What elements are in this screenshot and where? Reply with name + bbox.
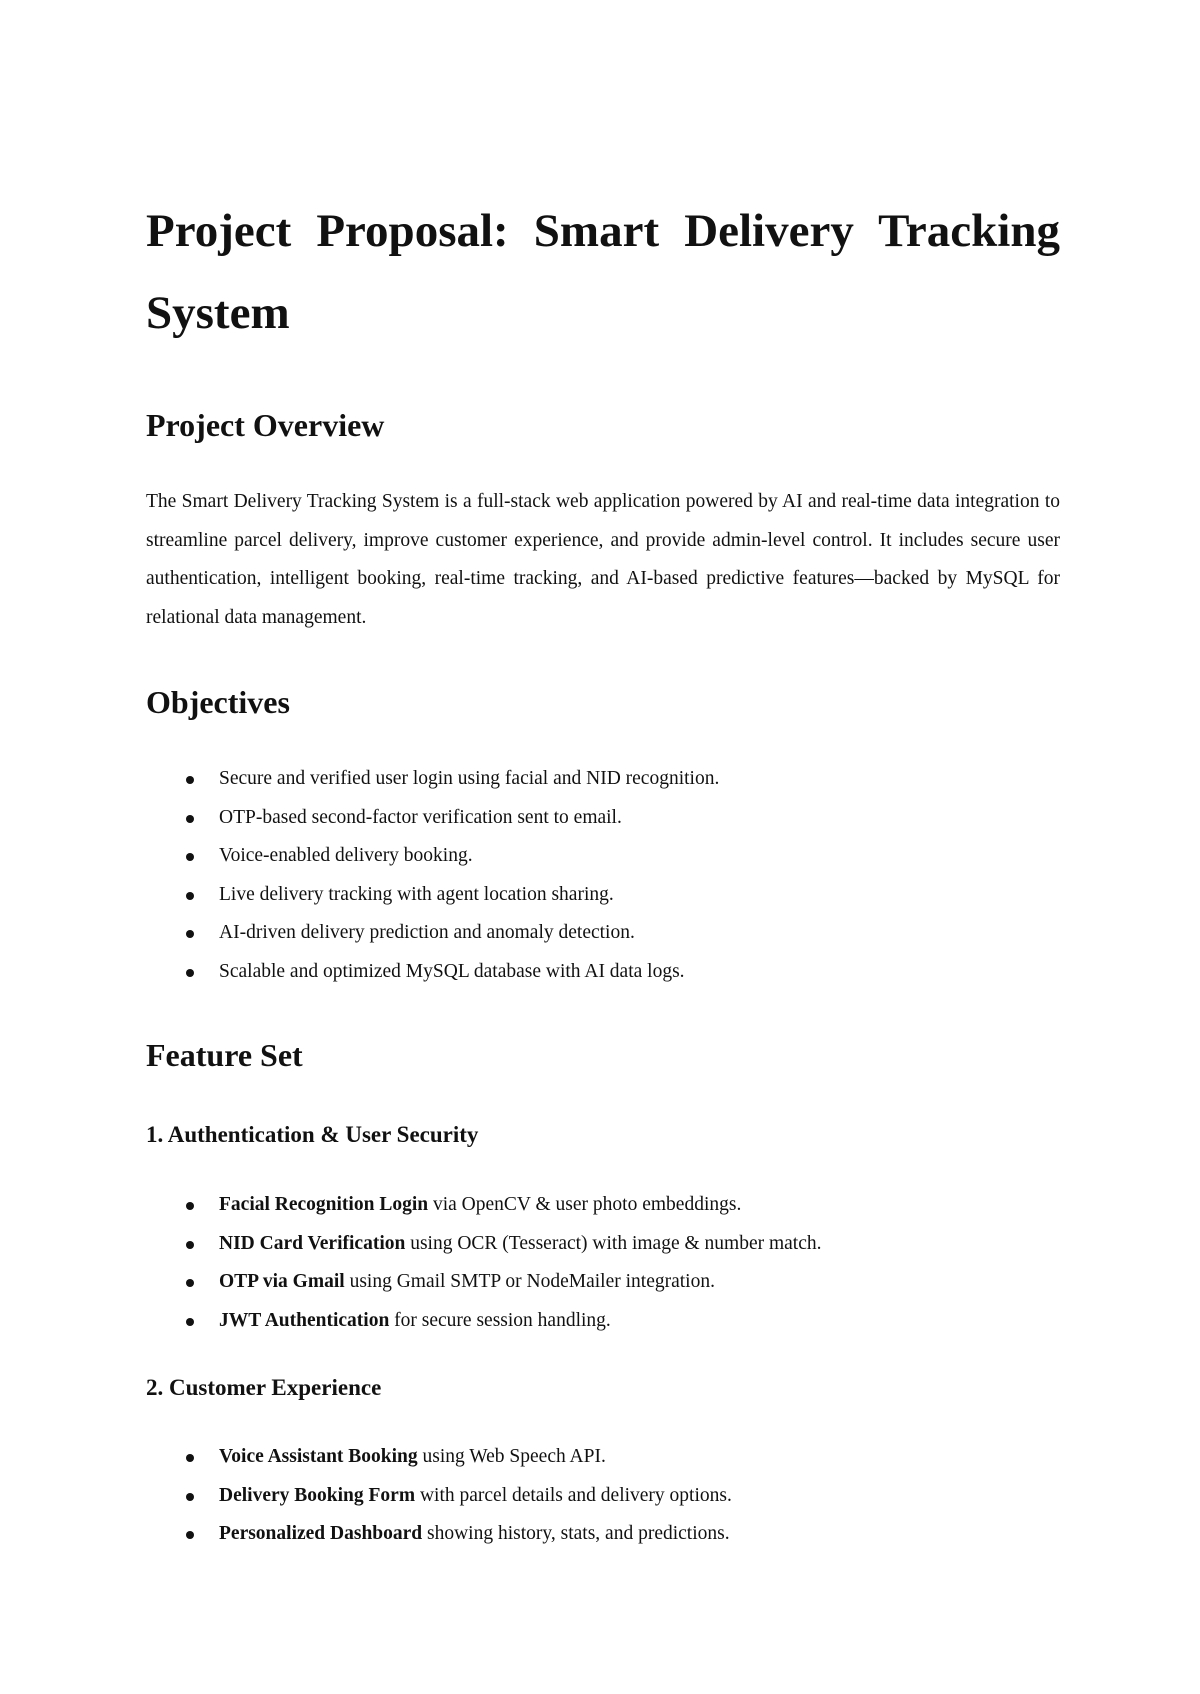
feature-term: Voice Assistant Booking (219, 1446, 418, 1467)
bullet-icon (186, 853, 194, 861)
objective-text: OTP-based second-factor verification sent to email. (219, 806, 622, 828)
bullet-icon (186, 815, 194, 823)
list-item (146, 953, 1060, 992)
list-item (146, 876, 1060, 915)
list-item (146, 1263, 1060, 1302)
feature-section-title: 1. Authentication & User Security (146, 1122, 479, 1147)
feature-term: NID Card Verification (219, 1232, 406, 1254)
bullet-icon (186, 930, 194, 938)
objectives-heading: Objectives (146, 684, 290, 720)
overview-heading: Project Overview (146, 407, 385, 443)
objective-text: AI-driven delivery prediction and anomaly detection. (219, 922, 635, 943)
objective-text: Scalable and optimized MySQL database with AI data logs. (219, 960, 685, 982)
list-item (146, 914, 1060, 953)
feature-term: Facial Recognition Login (219, 1194, 429, 1215)
feature-term: Delivery Booking Form (219, 1484, 416, 1506)
document-title: Project Proposal: Smart Delivery Tracking System (146, 205, 1060, 339)
feature-term: JWT Authentication (219, 1309, 390, 1331)
list-item (146, 1515, 1060, 1554)
objective-text: Secure and verified user login using facial and NID recognition. (219, 768, 720, 789)
feature-description: with parcel details and delivery options. (415, 1484, 732, 1506)
feature-list-authentication (146, 1186, 1060, 1340)
list-item (146, 837, 1060, 876)
feature-description: using OCR (Tesseract) with image & number match. (405, 1232, 822, 1254)
list-item (146, 1302, 1060, 1341)
feature-description: showing history, stats, and predictions. (422, 1523, 730, 1544)
list-item (146, 799, 1060, 838)
feature-description: using Gmail SMTP or NodeMailer integration. (344, 1271, 715, 1292)
bullet-icon (186, 1279, 194, 1287)
list-item (146, 760, 1060, 799)
bullet-icon (186, 1202, 194, 1210)
feature-set-heading: Feature Set (146, 1037, 303, 1073)
bullet-icon (186, 892, 194, 900)
objectives-list (146, 760, 1060, 991)
feature-section-title: 2. Customer Experience (146, 1375, 382, 1400)
feature-term: Personalized Dashboard (219, 1523, 423, 1544)
list-item (146, 1225, 1060, 1264)
feature-description: using Web Speech API. (417, 1446, 606, 1467)
bullet-icon (186, 1531, 194, 1539)
bullet-icon (186, 1318, 194, 1326)
bullet-icon (186, 1454, 194, 1462)
overview-paragraph: The Smart Delivery Tracking System is a full-stack web application powered by AI and real-time data integration to streamline parcel delivery, improve customer experience, and provide admin-level control. It includes secure user authentication, intelligent booking, real-time tracking, and AI-based predictive features—backed by MySQL for relational data management. (146, 491, 1060, 628)
bullet-icon (186, 1493, 194, 1501)
list-item (146, 1438, 1060, 1477)
bullet-icon (186, 1241, 194, 1249)
feature-description: for secure session handling. (389, 1309, 611, 1331)
feature-term: OTP via Gmail (219, 1271, 345, 1292)
bullet-icon (186, 776, 194, 784)
list-item (146, 1186, 1060, 1225)
objective-text: Live delivery tracking with agent location sharing. (219, 883, 614, 905)
feature-list-customer-experience (146, 1438, 1060, 1554)
bullet-icon (186, 969, 194, 977)
feature-description: via OpenCV & user photo embeddings. (428, 1194, 742, 1215)
objective-text: Voice-enabled delivery booking. (219, 845, 473, 866)
list-item (146, 1477, 1060, 1516)
